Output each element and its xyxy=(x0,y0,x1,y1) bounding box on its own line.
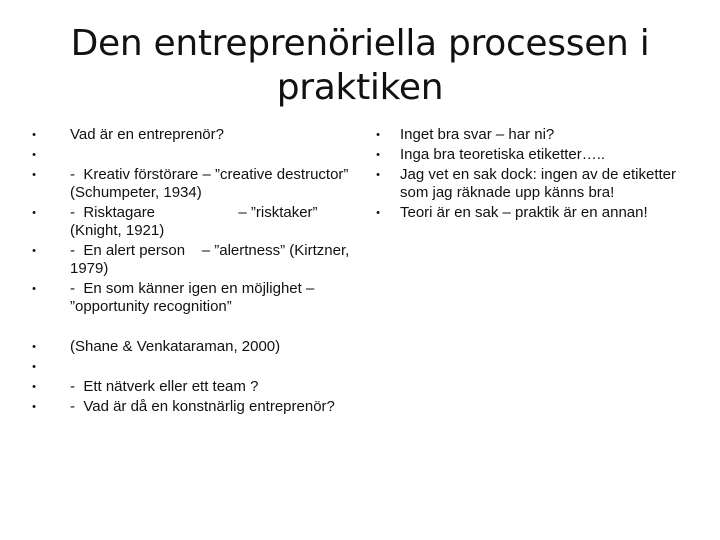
bullet-icon: • xyxy=(32,207,36,219)
bullet-icon: • xyxy=(376,129,380,141)
list-item-text: Vad är en entreprenör? xyxy=(70,126,224,143)
list-item-text: - Kreativ förstörare – ”creative destructor” (Schumpeter, 1934) xyxy=(70,166,353,201)
right-bullet-list xyxy=(372,126,682,224)
list-item-text: Inget bra svar – har ni? xyxy=(400,126,555,143)
list-item-text: Jag vet en sak dock: ingen av de etiketter som jag räknade upp känns bra! xyxy=(400,166,681,201)
list-item-text: Inga bra teoretiska etiketter….. xyxy=(400,146,606,163)
list-item-text: - En alert person – ”alertness” (Kirtzner, 1979) xyxy=(70,242,354,277)
list-item xyxy=(28,280,358,316)
list-item-text: Teori är en sak – praktik är en annan! xyxy=(400,204,648,221)
list-item xyxy=(28,338,358,356)
slide-title-line-2: praktiken xyxy=(276,67,444,108)
list-item xyxy=(372,166,682,202)
bullet-icon: • xyxy=(376,169,380,181)
left-bullet-list xyxy=(28,126,358,418)
bullet-icon: • xyxy=(32,361,36,373)
bullet-icon: • xyxy=(32,169,36,181)
list-item xyxy=(28,358,358,376)
list-item xyxy=(372,126,682,144)
list-item xyxy=(28,146,358,164)
list-item xyxy=(28,204,358,240)
list-item-text: (Shane & Venkataraman, 2000) xyxy=(70,338,281,355)
bullet-icon: • xyxy=(32,245,36,257)
bullet-icon: • xyxy=(32,381,36,393)
bullet-icon: • xyxy=(32,283,36,295)
list-item xyxy=(28,166,358,202)
list-item-text: - Ett nätverk eller ett team ? xyxy=(70,378,259,395)
bullet-icon: • xyxy=(376,149,380,161)
bullet-icon: • xyxy=(32,149,36,161)
list-item xyxy=(28,242,358,278)
list-item-text: - Vad är då en konstnärlig entreprenör? xyxy=(70,398,335,415)
slide-title-line-1: Den entreprenöriella processen i xyxy=(70,23,650,64)
bullet-icon: • xyxy=(376,207,380,219)
list-item-text: - En som känner igen en möjlighet – ”opportunity recognition” xyxy=(70,280,319,315)
list-item xyxy=(28,378,358,396)
list-item xyxy=(28,398,358,416)
list-item xyxy=(372,146,682,164)
list-item-text: - Risktagare – ”risktaker” (Knight, 1921) xyxy=(70,204,322,239)
bullet-icon: • xyxy=(32,341,36,353)
bullet-icon: • xyxy=(32,129,36,141)
list-item xyxy=(372,204,682,222)
list-item xyxy=(28,126,358,144)
slide-title xyxy=(60,22,660,110)
bullet-icon: • xyxy=(32,401,36,413)
